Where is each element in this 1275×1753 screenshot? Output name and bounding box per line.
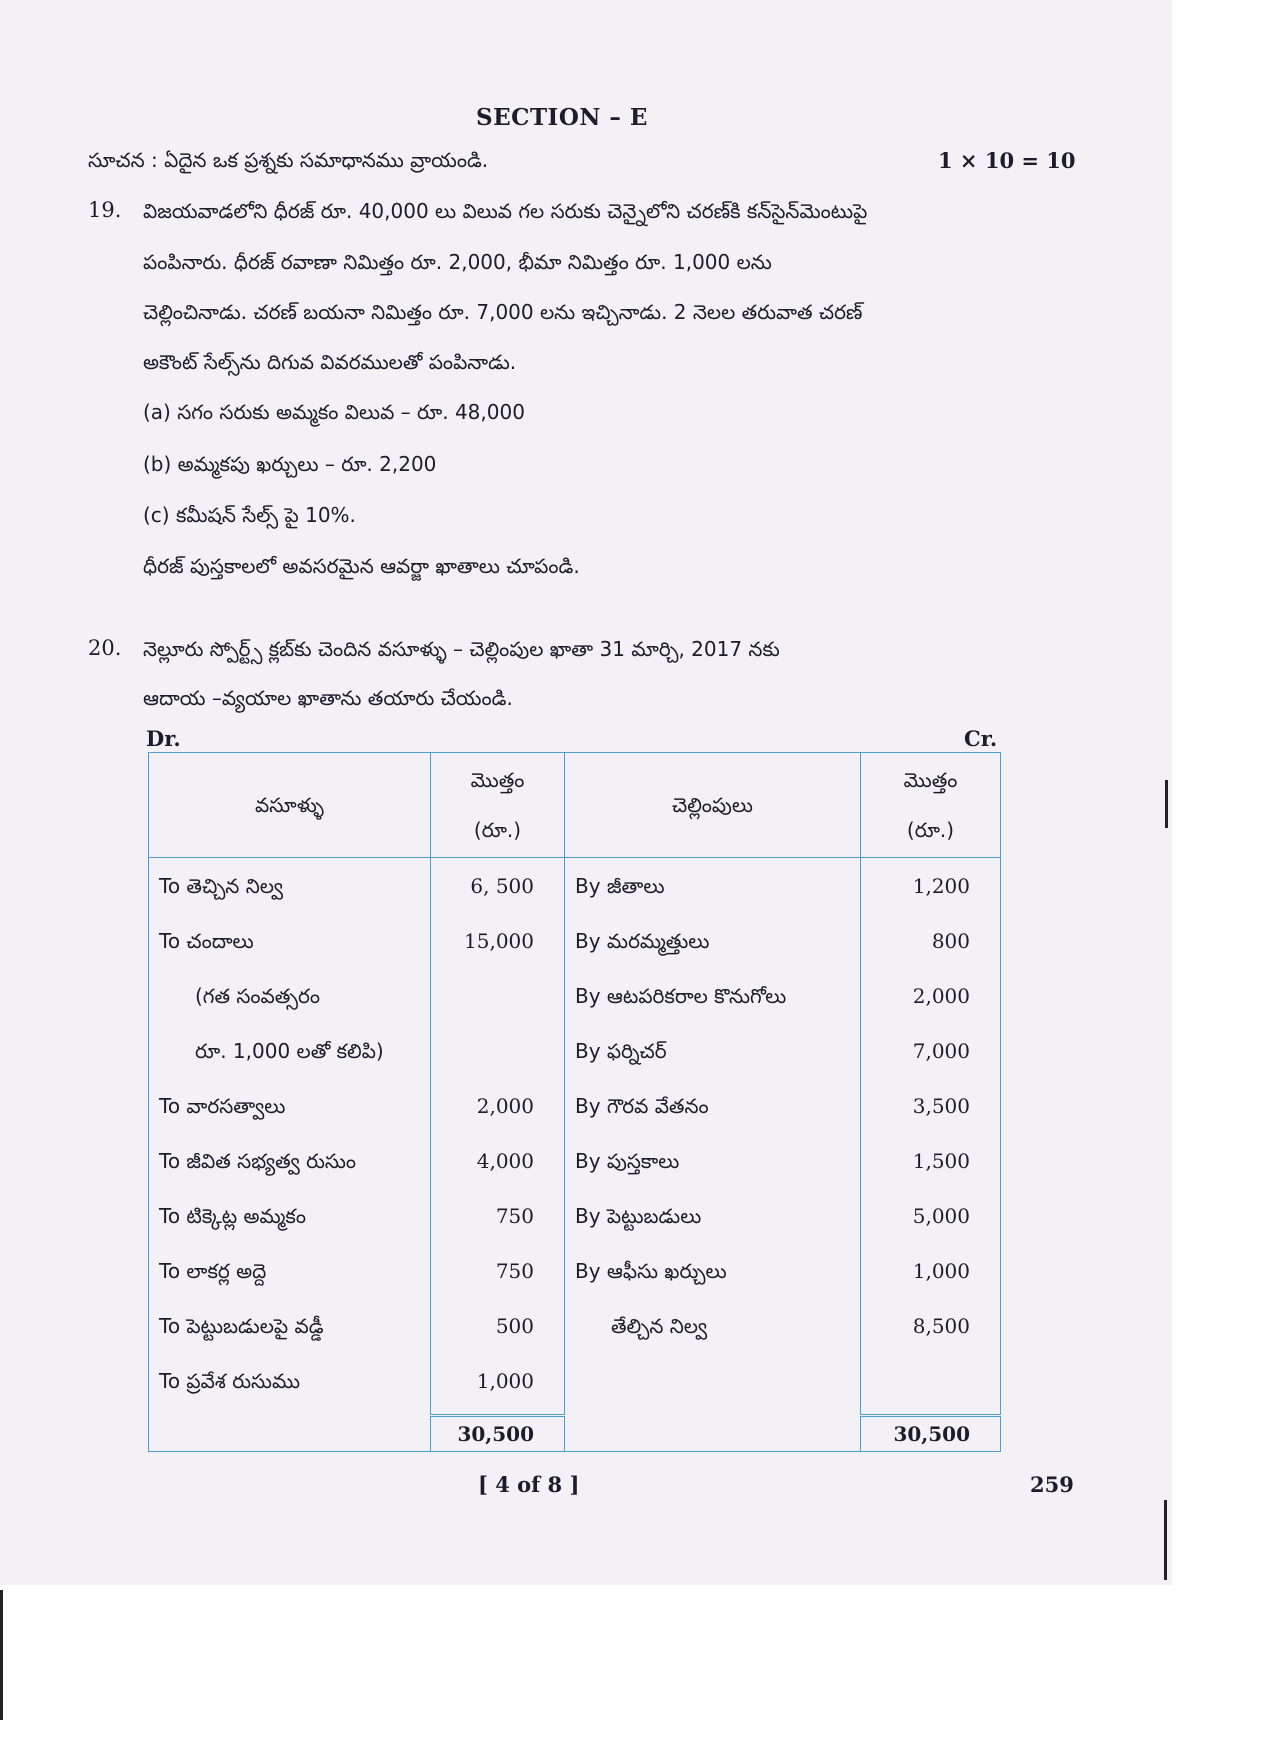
receipt-item: To ప్రవేశ రుసుము	[149, 1359, 431, 1416]
question-19-closing: ధీరజ్ పుస్తకాలలో అవసరమైన ఆవర్జా ఖాతాలు చూపండి.	[143, 554, 580, 578]
section-title: SECTION – E	[476, 104, 648, 131]
table-row	[149, 1139, 1001, 1194]
receipts-total: 30,500	[431, 1416, 565, 1452]
payment-item: By ఆటపరికరాల కొనుగోలు	[565, 974, 861, 1029]
payment-amount: 7,000	[861, 1029, 1001, 1084]
receipt-amount: 1,000	[431, 1359, 565, 1416]
table-row	[149, 1194, 1001, 1249]
payment-item: By గౌరవ వేతనం	[565, 1084, 861, 1139]
receipt-item: To పెట్టుబడులపై వడ్డీ	[149, 1304, 431, 1359]
receipts-header: వసూళ్ళు	[149, 753, 431, 858]
payments-total: 30,500	[861, 1416, 1001, 1452]
question-19-number: 19.	[88, 198, 122, 222]
amount-right-header-label: మొత్తం	[903, 768, 958, 792]
receipt-item-text: రూ. 1,000 లతో కలిపి)	[195, 1039, 384, 1063]
table-row	[149, 858, 1001, 920]
receipt-amount: 2,000	[431, 1084, 565, 1139]
receipt-amount: 750	[431, 1249, 565, 1304]
instruction-text: సూచన : ఏదైన ఒక ప్రశ్నకు సమాధానము వ్రాయండి.	[88, 148, 489, 172]
question-19-item-c: (c) కమీషన్ సేల్స్ పై 10%.	[143, 503, 356, 527]
payment-item: By జీతాలు	[565, 858, 861, 920]
question-19-item-a: (a) సగం సరుకు అమ్మకం విలువ – రూ. 48,000	[143, 400, 525, 424]
receipt-item: To లాకర్ల అద్దె	[149, 1249, 431, 1304]
receipt-item: To జీవిత సభ్యత్వ రుసుం	[149, 1139, 431, 1194]
payment-item	[565, 1304, 861, 1359]
question-19-item-b: (b) అమ్మకపు ఖర్చులు – రూ. 2,200	[143, 452, 437, 476]
payment-item	[565, 1359, 861, 1416]
receipt-amount: 15,000	[431, 919, 565, 974]
receipt-item: To టిక్కెట్ల అమ్మకం	[149, 1194, 431, 1249]
payment-amount: 1,500	[861, 1139, 1001, 1194]
payment-amount: 8,500	[861, 1304, 1001, 1359]
receipt-item	[149, 974, 431, 1029]
receipt-amount: 6, 500	[431, 858, 565, 920]
payment-amount: 1,000	[861, 1249, 1001, 1304]
table-row	[149, 1249, 1001, 1304]
payment-item-text: తేల్చిన నిల్వ	[611, 1314, 708, 1338]
receipts-payments-table	[148, 752, 1001, 1452]
total-spacer-left	[149, 1416, 431, 1452]
table-row	[149, 1029, 1001, 1084]
receipt-amount	[431, 974, 565, 1029]
table-row	[149, 1359, 1001, 1416]
receipt-amount: 750	[431, 1194, 565, 1249]
receipt-item: To చందాలు	[149, 919, 431, 974]
marks-allocation: 1 × 10 = 10	[938, 148, 1076, 173]
payment-amount: 800	[861, 919, 1001, 974]
payment-item: By పుస్తకాలు	[565, 1139, 861, 1194]
payment-item: By ఆఫీసు ఖర్చులు	[565, 1249, 861, 1304]
payment-amount: 3,500	[861, 1084, 1001, 1139]
amount-left-header-label: మొత్తం	[470, 768, 525, 792]
receipt-amount: 500	[431, 1304, 565, 1359]
payments-header: చెల్లింపులు	[565, 753, 861, 858]
receipt-amount: 4,000	[431, 1139, 565, 1194]
payment-amount	[861, 1359, 1001, 1416]
payment-amount: 2,000	[861, 974, 1001, 1029]
amount-left-header-unit: (రూ.)	[473, 818, 522, 842]
scan-edge-mark	[0, 1590, 3, 1720]
table-row	[149, 919, 1001, 974]
total-spacer-right	[565, 1416, 861, 1452]
question-19-line-2: పంపినారు. ధీరజ్ రవాణా నిమిత్తం రూ. 2,000, భీమా నిమిత్తం రూ. 1,000 లను	[143, 250, 772, 274]
question-19-line-4: అకౌంట్ సేల్స్‌ను దిగువ వివరములతో పంపినాడు.	[143, 350, 517, 374]
receipt-item-text: (గత సంవత్సరం	[195, 984, 321, 1008]
payment-item: By ఫర్నిచర్	[565, 1029, 861, 1084]
table-row	[149, 1084, 1001, 1139]
payment-amount: 1,200	[861, 858, 1001, 920]
table-row	[149, 1304, 1001, 1359]
receipt-item	[149, 1029, 431, 1084]
table-total-row	[149, 1416, 1001, 1452]
question-20-line-1: నెల్లూరు స్పోర్ట్స్ క్లబ్‌కు చెందిన వసూళ్ళు – చెల్లింపుల ఖాతా 31 మార్చి, 2017 నకు	[143, 637, 780, 661]
receipt-item: To వారసత్వాలు	[149, 1084, 431, 1139]
amount-right-header-unit: (రూ.)	[906, 818, 955, 842]
scan-edge-mark	[1164, 1500, 1167, 1580]
table-row	[149, 974, 1001, 1029]
payment-item: By పెట్టుబడులు	[565, 1194, 861, 1249]
scan-edge-mark	[1165, 780, 1168, 828]
question-19-line-3: చెల్లించినాడు. చరణ్ బయనా నిమిత్తం రూ. 7,000 లను ఇచ్చినాడు. 2 నెలల తరువాత చరణ్	[143, 300, 863, 324]
question-20-line-2: ఆదాయ –వ్యయాల ఖాతాను తయారు చేయండి.	[143, 686, 513, 710]
receipt-item: To తెచ్చిన నిల్వ	[149, 858, 431, 920]
payment-item: By మరమ్మత్తులు	[565, 919, 861, 974]
amount-left-header	[431, 753, 565, 858]
credit-label: Cr.	[964, 726, 998, 751]
debit-label: Dr.	[146, 726, 181, 751]
paper-code: 259	[1030, 1472, 1074, 1497]
page-number: [ 4 of 8 ]	[478, 1472, 580, 1497]
receipt-amount	[431, 1029, 565, 1084]
question-19-line-1: విజయవాడలోని ధీరజ్ రూ. 40,000 లు విలువ గల సరుకు చెన్నైలోని చరణ్‌కి కన్‌సైన్‌మెంటుపై	[143, 199, 868, 223]
question-20-number: 20.	[88, 636, 122, 660]
amount-right-header	[861, 753, 1001, 858]
table-header-row	[149, 753, 1001, 858]
payment-amount: 5,000	[861, 1194, 1001, 1249]
